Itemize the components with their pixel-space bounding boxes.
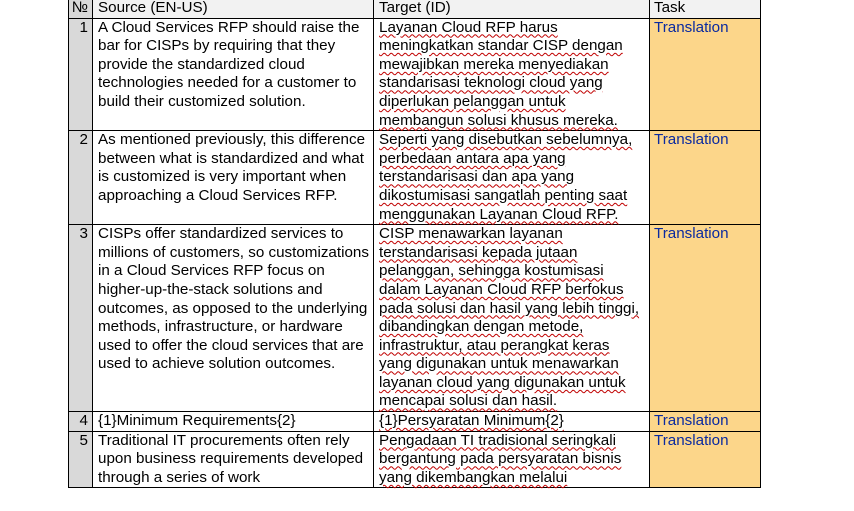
header-source: Source (EN-US)	[93, 0, 374, 18]
source-cell[interactable]: Traditional IT procurements often rely upon business requirements developed through a series of work	[93, 431, 374, 488]
row-number: 4	[69, 412, 93, 432]
source-cell[interactable]: A Cloud Services RFP should raise the bar for CISPs by requiring that they provide the standardized cloud technologies needed for a customer to build their customized solution.	[93, 18, 374, 131]
task-cell: Translation	[650, 225, 761, 412]
table-row[interactable]	[69, 412, 761, 432]
header-task: Task	[650, 0, 761, 18]
header-row	[69, 0, 761, 18]
row-number: 2	[69, 131, 93, 225]
source-cell[interactable]: As mentioned previously, this difference between what is standardized and what is customized is very important when approaching a Cloud Services RFP.	[93, 131, 374, 225]
row-number: 5	[69, 431, 93, 488]
target-cell[interactable]: Layanan Cloud RFP harus meningkatkan standar CISP dengan mewajibkan mereka menyediakan standarisasi teknologi cloud yang diperlukan pelanggan untuk membangun solusi khusus mereka.	[374, 18, 650, 131]
row-number: 3	[69, 225, 93, 412]
table-row[interactable]	[69, 431, 761, 488]
header-target: Target (ID)	[374, 0, 650, 18]
table-row[interactable]	[69, 18, 761, 131]
target-cell[interactable]: CISP menawarkan layanan terstandarisasi kepada jutaan pelanggan, sehingga kostumisasi dalam Layanan Cloud RFP berfokus pada solusi dan hasil yang lebih tinggi, dibandingkan dengan metode, infrastruktur, atau perangkat keras yang digunakan untuk menawarkan layanan cloud yang digunakan untuk mencapai solusi dan hasil.	[374, 225, 650, 412]
task-cell: Translation	[650, 18, 761, 131]
target-cell[interactable]: Seperti yang disebutkan sebelumnya, perbedaan antara apa yang terstandarisasi dan apa yang dikostumisasi sangatlah penting saat menggunakan Layanan Cloud RFP.	[374, 131, 650, 225]
table-row[interactable]	[69, 131, 761, 225]
task-cell: Translation	[650, 131, 761, 225]
task-cell: Translation	[650, 412, 761, 432]
translation-table	[68, 0, 761, 488]
source-cell[interactable]: CISPs offer standardized services to millions of customers, so customizations in a Cloud Services RFP focus on higher-up-the-stack solutions and outcomes, as opposed to the underlying methods, infrastructure, or hardware used to offer the cloud services that are used to achieve solution outcomes.	[93, 225, 374, 412]
task-cell: Translation	[650, 431, 761, 488]
row-number: 1	[69, 18, 93, 131]
table-row[interactable]	[69, 225, 761, 412]
target-cell[interactable]: Pengadaan TI tradisional seringkali bergantung pada persyaratan bisnis yang dikembangkan melalui	[374, 431, 650, 488]
source-cell[interactable]: {1}Minimum Requirements{2}	[93, 412, 374, 432]
header-number: №	[69, 0, 93, 18]
target-cell[interactable]: {1}Persyaratan Minimum{2}	[374, 412, 650, 432]
